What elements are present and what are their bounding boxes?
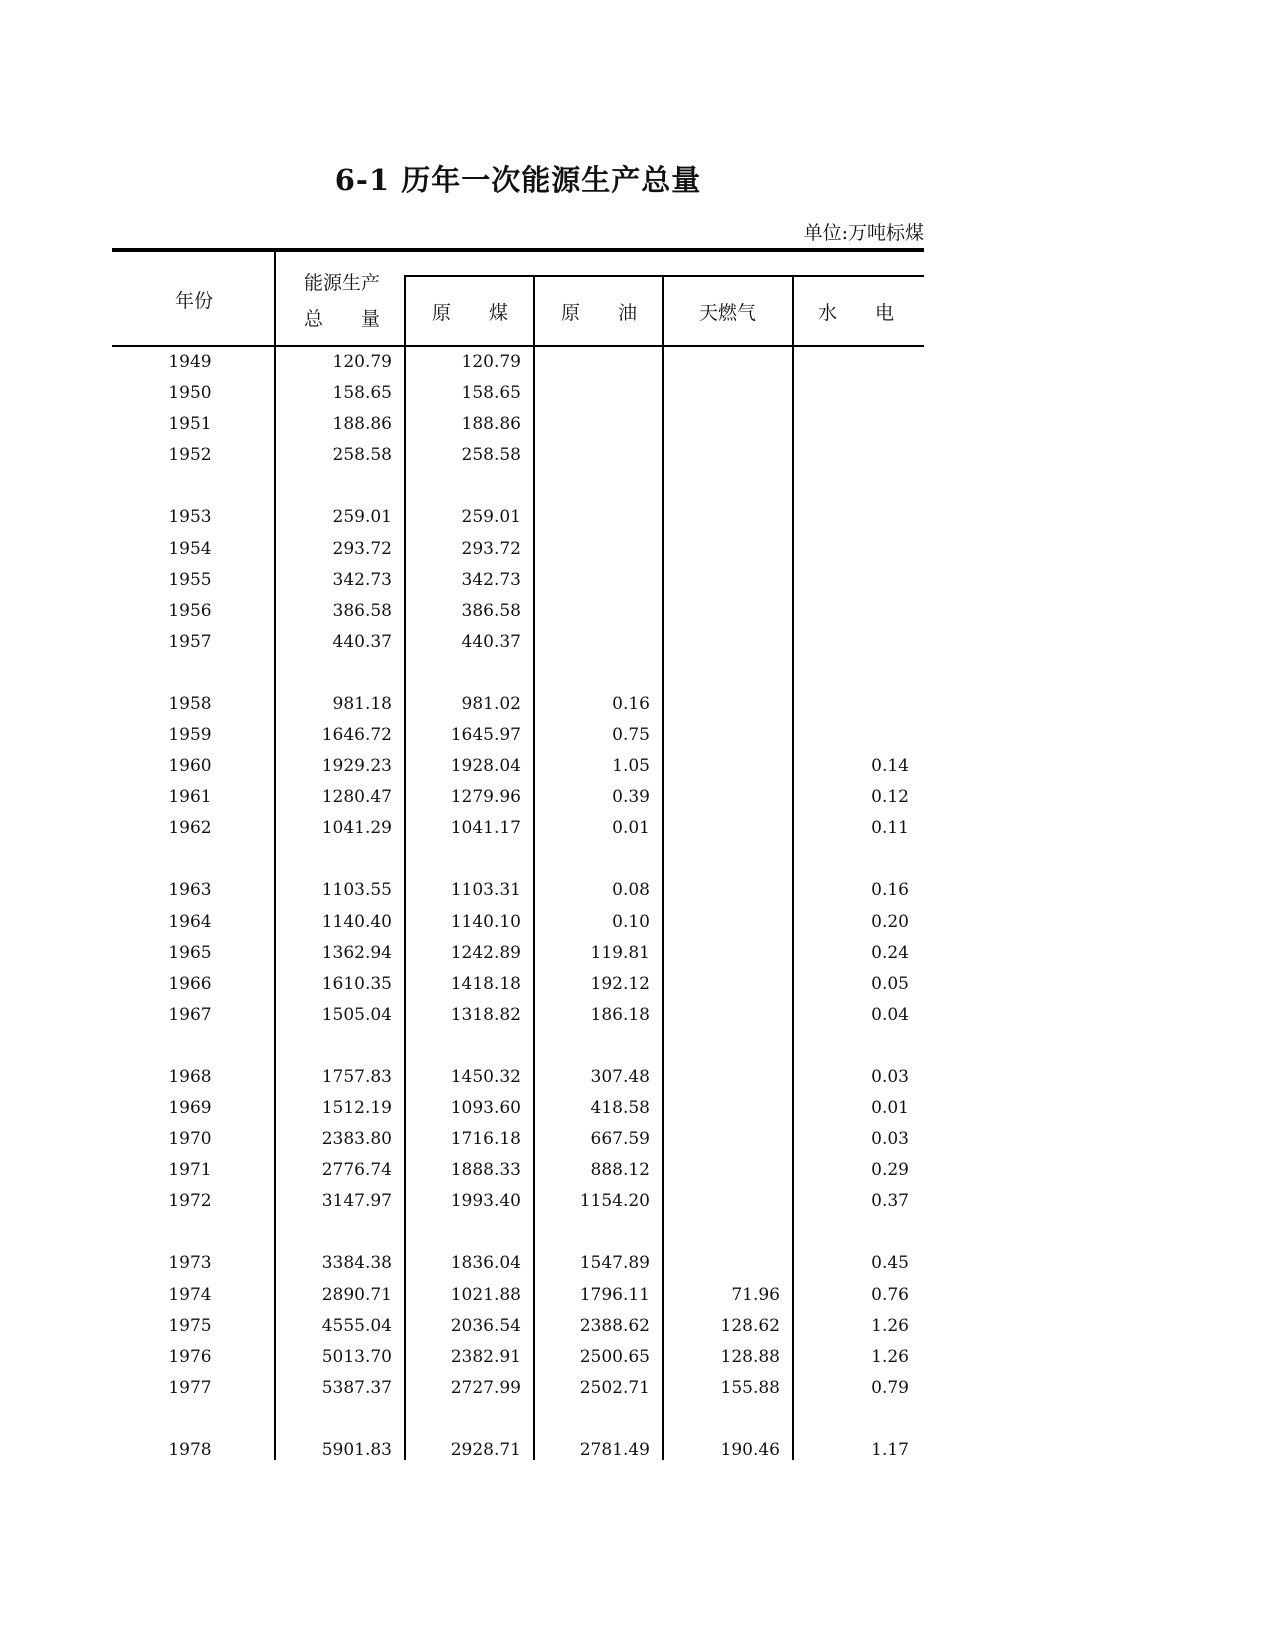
row-year: 1968 (168, 1066, 212, 1087)
row-oil-value: 2781.49 (579, 1439, 650, 1460)
row-year: 1956 (168, 600, 212, 621)
row-total-value: 1757.83 (321, 1066, 392, 1087)
row-hydro-value: 0.03 (871, 1066, 909, 1087)
row-hydro-value: 0.04 (871, 1004, 909, 1025)
row-coal-value: 120.79 (461, 352, 521, 372)
row-hydro-value: 0.79 (871, 1377, 909, 1398)
row-coal-value: 1242.89 (450, 942, 521, 963)
row-coal-value: 1645.97 (450, 725, 521, 745)
row-gas-value: 155.88 (720, 1377, 780, 1398)
row-year: 1964 (168, 911, 212, 932)
row-oil-value: 2388.62 (579, 1315, 650, 1336)
row-year: 1969 (168, 1098, 212, 1118)
row-hydro-value: 1.26 (871, 1315, 909, 1336)
row-coal-value: 1140.10 (450, 911, 521, 932)
row-coal-value: 1716.18 (450, 1129, 521, 1150)
row-year: 1961 (168, 787, 212, 808)
row-oil-value: 667.59 (590, 1129, 650, 1150)
row-coal-value: 1418.18 (450, 973, 521, 994)
row-year: 1950 (168, 383, 212, 404)
row-oil-value: 0.01 (612, 818, 650, 839)
header-sub-rule (404, 275, 924, 277)
row-coal-value: 2928.71 (450, 1439, 521, 1460)
row-hydro-value: 0.14 (871, 756, 909, 777)
row-coal-value: 1279.96 (450, 787, 521, 808)
row-gas-value: 128.88 (720, 1346, 780, 1367)
table-top-rule (112, 248, 924, 252)
row-coal-value: 981.02 (461, 693, 521, 714)
row-hydro-value: 0.29 (871, 1160, 909, 1181)
row-oil-value: 307.48 (590, 1066, 650, 1087)
header-gas: 天燃气 (699, 302, 757, 324)
row-total-value: 1646.72 (321, 725, 392, 745)
row-hydro-value: 0.37 (871, 1191, 909, 1212)
row-hydro-value: 0.12 (871, 787, 909, 808)
row-total-value: 1041.29 (321, 818, 392, 839)
row-oil-value: 1.05 (612, 756, 650, 777)
row-coal-value: 1021.88 (450, 1284, 521, 1305)
row-coal-value: 1993.40 (450, 1191, 521, 1212)
row-total-value: 3147.97 (321, 1191, 392, 1212)
row-total-value: 4555.04 (321, 1315, 392, 1336)
row-year: 1958 (168, 693, 212, 714)
row-year: 1954 (168, 538, 212, 559)
row-total-value: 188.86 (332, 414, 392, 435)
row-year: 1949 (168, 352, 212, 372)
row-hydro-value: 0.01 (871, 1098, 909, 1118)
row-oil-value: 0.75 (612, 725, 650, 745)
row-oil-value: 119.81 (590, 942, 650, 963)
header-total-line1: 能源生产 (304, 272, 381, 294)
row-oil-value: 0.08 (612, 880, 650, 901)
row-total-value: 2890.71 (321, 1284, 392, 1305)
row-oil-value: 2500.65 (579, 1346, 650, 1367)
row-oil-value: 0.10 (612, 911, 650, 932)
row-year: 1975 (168, 1315, 212, 1336)
row-total-value: 440.37 (332, 631, 392, 652)
row-hydro-value: 0.05 (871, 973, 909, 994)
row-year: 1967 (168, 1004, 212, 1025)
row-coal-value: 2727.99 (450, 1377, 521, 1398)
row-hydro-value: 0.20 (871, 911, 909, 932)
row-year: 1970 (168, 1129, 212, 1150)
row-coal-value: 342.73 (461, 569, 521, 590)
row-coal-value: 158.65 (461, 383, 521, 404)
col-divider-year (274, 252, 276, 1460)
row-total-value: 1610.35 (321, 973, 392, 994)
row-gas-value: 71.96 (731, 1284, 780, 1305)
row-year: 1960 (168, 756, 212, 777)
row-year: 1951 (168, 414, 212, 435)
row-total-value: 981.18 (332, 693, 392, 714)
row-coal-value: 2036.54 (450, 1315, 521, 1336)
row-year: 1952 (168, 445, 212, 466)
row-year: 1966 (168, 973, 212, 994)
header-coal: 原 煤 (432, 302, 509, 324)
row-oil-value: 0.39 (612, 787, 650, 808)
row-coal-value: 188.86 (461, 414, 521, 435)
row-total-value: 5901.83 (321, 1439, 392, 1460)
row-coal-value: 1836.04 (450, 1253, 521, 1274)
row-coal-value: 440.37 (461, 631, 521, 652)
row-total-value: 386.58 (332, 600, 392, 621)
col-divider-gas (792, 275, 794, 1460)
header-year: 年份 (175, 290, 214, 312)
row-coal-value: 386.58 (461, 600, 521, 621)
row-total-value: 1505.04 (321, 1004, 392, 1025)
header-hydro: 水 电 (818, 302, 895, 324)
row-year: 1971 (168, 1160, 212, 1181)
row-coal-value: 2382.91 (450, 1346, 521, 1367)
col-divider-oil (662, 275, 664, 1460)
row-hydro-value: 0.76 (871, 1284, 909, 1305)
row-coal-value: 1093.60 (450, 1098, 521, 1118)
row-hydro-value: 1.17 (871, 1439, 909, 1460)
row-total-value: 1512.19 (321, 1098, 392, 1118)
row-year: 1955 (168, 569, 212, 590)
row-coal-value: 1450.32 (450, 1066, 521, 1087)
row-oil-value: 192.12 (590, 973, 650, 994)
row-oil-value: 2502.71 (579, 1377, 650, 1398)
row-hydro-value: 1.26 (871, 1346, 909, 1367)
row-total-value: 1929.23 (321, 756, 392, 777)
unit-label: 单位:万吨标煤 (803, 222, 924, 244)
row-total-value: 5387.37 (321, 1377, 392, 1398)
row-year: 1959 (168, 725, 212, 745)
row-hydro-value: 0.45 (871, 1253, 909, 1274)
row-year: 1965 (168, 942, 212, 963)
row-oil-value: 418.58 (590, 1098, 650, 1118)
row-oil-value: 186.18 (590, 1004, 650, 1025)
row-total-value: 5013.70 (321, 1346, 392, 1367)
row-coal-value: 293.72 (461, 538, 521, 559)
row-year: 1962 (168, 818, 212, 839)
row-oil-value: 888.12 (590, 1160, 650, 1181)
row-hydro-value: 0.11 (871, 818, 909, 839)
row-coal-value: 1318.82 (450, 1004, 521, 1025)
row-hydro-value: 0.24 (871, 942, 909, 963)
row-total-value: 1140.40 (321, 911, 392, 932)
row-year: 1957 (168, 631, 212, 652)
row-year: 1953 (168, 507, 212, 528)
row-year: 1977 (168, 1377, 212, 1398)
row-oil-value: 1154.20 (579, 1191, 650, 1212)
row-total-value: 2776.74 (321, 1160, 392, 1181)
row-gas-value: 190.46 (720, 1439, 780, 1460)
row-total-value: 120.79 (332, 352, 392, 372)
row-total-value: 1103.55 (321, 880, 392, 901)
row-total-value: 1362.94 (321, 942, 392, 963)
row-oil-value: 1547.89 (579, 1253, 650, 1274)
row-year: 1976 (168, 1346, 212, 1367)
row-gas-value: 128.62 (720, 1315, 780, 1336)
page-title: 6-1 历年一次能源生产总量 (334, 163, 702, 197)
row-total-value: 342.73 (332, 569, 392, 590)
row-year: 1963 (168, 880, 212, 901)
col-divider-total (404, 275, 406, 1460)
row-year: 1978 (168, 1439, 212, 1460)
row-coal-value: 1888.33 (450, 1160, 521, 1181)
header-bottom-rule (112, 345, 924, 347)
row-coal-value: 258.58 (461, 445, 521, 466)
row-total-value: 2383.80 (321, 1129, 392, 1150)
row-oil-value: 0.16 (612, 693, 650, 714)
row-year: 1973 (168, 1253, 212, 1274)
header-total-line2: 总 量 (304, 308, 381, 330)
header-oil: 原 油 (561, 302, 638, 324)
row-oil-value: 1796.11 (579, 1284, 650, 1305)
row-total-value: 1280.47 (321, 787, 392, 808)
row-year: 1974 (168, 1284, 212, 1305)
row-hydro-value: 0.16 (871, 880, 909, 901)
row-hydro-value: 0.03 (871, 1129, 909, 1150)
row-coal-value: 1928.04 (450, 756, 521, 777)
col-divider-coal (533, 275, 535, 1460)
row-coal-value: 1103.31 (450, 880, 521, 901)
row-coal-value: 1041.17 (450, 818, 521, 839)
row-total-value: 258.58 (332, 445, 392, 466)
row-year: 1972 (168, 1191, 212, 1212)
row-total-value: 3384.38 (321, 1253, 392, 1274)
row-coal-value: 259.01 (461, 507, 521, 528)
row-total-value: 158.65 (332, 383, 392, 404)
row-total-value: 293.72 (332, 538, 392, 559)
row-total-value: 259.01 (332, 507, 392, 528)
